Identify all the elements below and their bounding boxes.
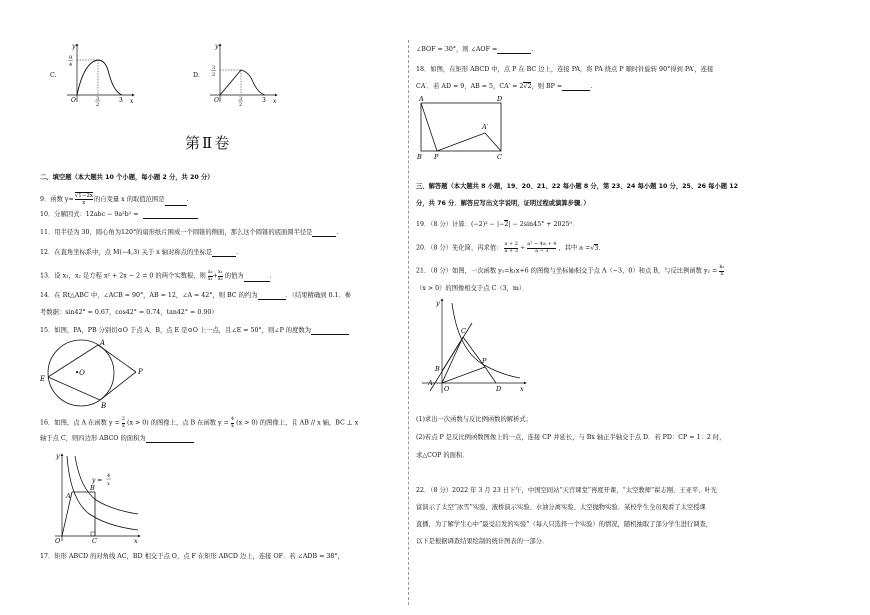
q15-label-b: B — [101, 402, 107, 410]
question-12: 12．在直角坐标系中，点 M(−4,3) 关于 x 轴对称点的坐标是 . — [40, 249, 239, 256]
question-22-line3: 直播，为了解学生心中“最受启发的实验”（每人只选择一个实验）的情况，随机抽取了部分学生进行调查， — [416, 521, 713, 528]
question-21-sub1: (1)求出一次函数与反比例函数的解析式； — [416, 416, 532, 423]
q16-origin: O — [55, 537, 61, 545]
q15-label-a: A — [100, 339, 106, 347]
question-21-line1: 21．（8 分）如图，一次函数 y₁=k₁x+6 的图像与坐标轴相交于点 A（−3，0）和点 B，与反比例函数 $y_2 = \frac{\text{k₂}}{x}$ — [416, 264, 725, 277]
section2-heading: 二、填空题（本大题共 10 个小题，每小题 2 分，共 20 分） — [40, 174, 214, 181]
question-18-line1: 18．如图，在矩形 ABCD 中，点 P 在 BC 边上，连接 PA，将 PA 绕点 P 顺时针旋转 90°得到 PA′，连接 — [416, 66, 714, 73]
question-22-line2: 富演示了太空“冰雪”实验、液桥演示实验、水油分离实验、太空抛物实验．某校学生全员观看了太空授课 — [416, 504, 706, 511]
q16-label-b: B — [90, 484, 95, 492]
d-y-label: y — [215, 43, 219, 50]
section3-heading-line1: 三、解答题（本大题共 8 小题，19、20、21、22 每小题 8 分，第 23、24 每小题 10 分，25、26 每小题 12 — [416, 183, 739, 190]
question-10: 10．分解因式：12abc − 9a²b² = — [40, 211, 198, 219]
column-divider — [408, 40, 409, 605]
q15-label-e: E — [40, 375, 46, 383]
question-16-line2: 轴于点 C，则四边形 ABCO 的面积为 — [40, 435, 194, 443]
question-16-line1: 16．如图，点 A 在函数 $y = \frac{2}{x}$ (x > 0) 的图像上，点 B 在函数 $y = \frac{4}{x}$ (x > 0) 的图像上，且 AB // x 轴，BC ⊥ x — [40, 416, 359, 429]
d-origin: O — [214, 97, 219, 104]
q18-rectangle-figure — [415, 93, 515, 161]
d-y-tick-num: 3 — [212, 65, 216, 71]
c-x-tick2: 3 — [119, 97, 123, 104]
q15-circle-figure — [38, 336, 148, 412]
question-17: 17．矩形 ABCD 的对角线 AC，BD 相交于点 O，点 F 在矩形 ABCD 边上，连接 OF．若 ∠ADB = 38°， — [40, 553, 344, 560]
q16-graph — [40, 448, 145, 543]
q21-label-p: P — [482, 357, 487, 365]
option-d-label: D. — [193, 72, 200, 79]
q16-label-a: A — [66, 492, 71, 500]
question-18-line2: CA′．若 AD = 9，AB = 5，CA′ = 2√2，则 BP = . — [416, 83, 593, 90]
question-14-line1: 14．在 Rt△ABC 中，∠ACB = 90°，AB = 12，∠A = 42°，则 BC 的约为 ．（结果精确到 0.1．参 — [40, 292, 352, 299]
d-x-tick1-num: 3 — [239, 96, 243, 102]
question-14-line2: 考数据：sin42° ≈ 0.67，cos42° ≈ 0.74，tan42° ≈ 0.90） — [40, 309, 218, 316]
q21-y-label: y — [436, 299, 440, 307]
question-13: 13．设 x₁，x₂ 是方程 x² + 2x − 2 = 0 的两个实数根，则 $\frac{\text{x₂}}{\text{x₁}}$ $+\frac{\text{x₁}}{\text{x₂}}$ 的值为 . — [40, 269, 272, 282]
question-11: 11．用半径为 30，圆心角为120°的扇形纸片围成一个圆锥的侧面，那么这个圆锥的底面圆半径是 . — [40, 229, 339, 236]
c-x-tick1-den: 2 — [96, 102, 100, 108]
d-x-label: x — [273, 98, 277, 105]
question-20: 20．（8 分）先化简，再求值： $\frac{a + 2}{a + 3}$ ÷ $\frac{\text{a² − 4a + 4}}{a - 3}$ ，其中 a =√3． — [416, 241, 605, 254]
part2-title: 第Ⅱ卷 — [185, 134, 232, 152]
question-9: 9．函数 $y=\frac{√1-2x}{x}$ 的自变量 x 的取值范围是 . — [40, 193, 189, 206]
c-y-label: y — [72, 43, 76, 50]
q16-curve-label: y = — [92, 477, 103, 484]
q21-label-d: D — [496, 385, 502, 393]
question-21-sub3: 求△COP 的面积． — [416, 452, 469, 459]
c-y-tick-den: 4 — [69, 62, 73, 68]
question-15: 15．如图，PA，PB 分别切⊙O 于点 A，B，点 E 是⊙O 上一点，且∠E = 50°，则∠P 的度数为 — [40, 327, 349, 335]
option-c-label: C. — [50, 72, 57, 79]
q16-label-c: C — [92, 537, 97, 545]
c-y-tick-num: 9 — [69, 55, 73, 61]
question-22-line1: 22．（8 分）2022 年 3 月 23 日下午，中国空间站“天宫课堂”再度开课，“太空教师”翟志刚、王亚平、叶光 — [416, 487, 718, 494]
option-c-graph — [62, 40, 142, 108]
section3-heading-line2: 分，共 76 分．解答应写出文字说明，证明过程或演算步骤．） — [416, 200, 590, 207]
q18-label-b: B — [417, 153, 422, 161]
q21-label-c: C — [461, 327, 466, 335]
d-x-tick1-den: 2 — [239, 102, 243, 108]
q18-label-a: A — [419, 95, 424, 103]
q16-x-label: x — [134, 537, 138, 545]
q16-curve-den: x — [107, 481, 110, 487]
q18-label-c: C — [497, 153, 502, 161]
question-22-line4: 以下是根据调查结果绘制的统计图表的一部分． — [416, 538, 549, 545]
question-19: 19．（8 分）计算：(−2)² − |−2| − 2sin45° + 2025⁰． — [416, 221, 579, 228]
q18-label-p: P — [434, 153, 439, 161]
q16-y-label: y — [56, 452, 60, 460]
d-x-tick2: 3 — [262, 97, 266, 104]
q21-x-label: x — [520, 385, 524, 393]
q15-label-o: •O — [75, 369, 85, 377]
question-17-continued: ∠BOF = 30°，则 ∠AOF = . — [416, 46, 534, 53]
q16-curve-num: 4 — [107, 473, 111, 479]
c-origin: O — [71, 97, 76, 104]
q18-label-a-prime: A′ — [482, 123, 489, 131]
d-y-tick-den: 2 — [212, 72, 216, 78]
question-21-line2: （x > 0）的图像相交于点 C（3，m）． — [416, 285, 529, 292]
question-21-sub2: (2)若点 P 是反比例函数图像上的一点，连接 CP 并延长，与 Bx 轴正半轴交于点 D．若 PD：CP = 1：2 时， — [416, 434, 726, 441]
q21-graph — [420, 295, 530, 397]
q18-label-d: D — [497, 95, 503, 103]
option-d-graph — [205, 40, 285, 108]
q21-origin: O — [444, 385, 450, 393]
q15-label-p: P — [138, 368, 143, 376]
q21-label-a: A — [428, 379, 433, 387]
q21-label-b: B — [435, 365, 440, 373]
c-x-label: x — [130, 98, 134, 105]
c-x-tick1-num: 3 — [96, 96, 100, 102]
